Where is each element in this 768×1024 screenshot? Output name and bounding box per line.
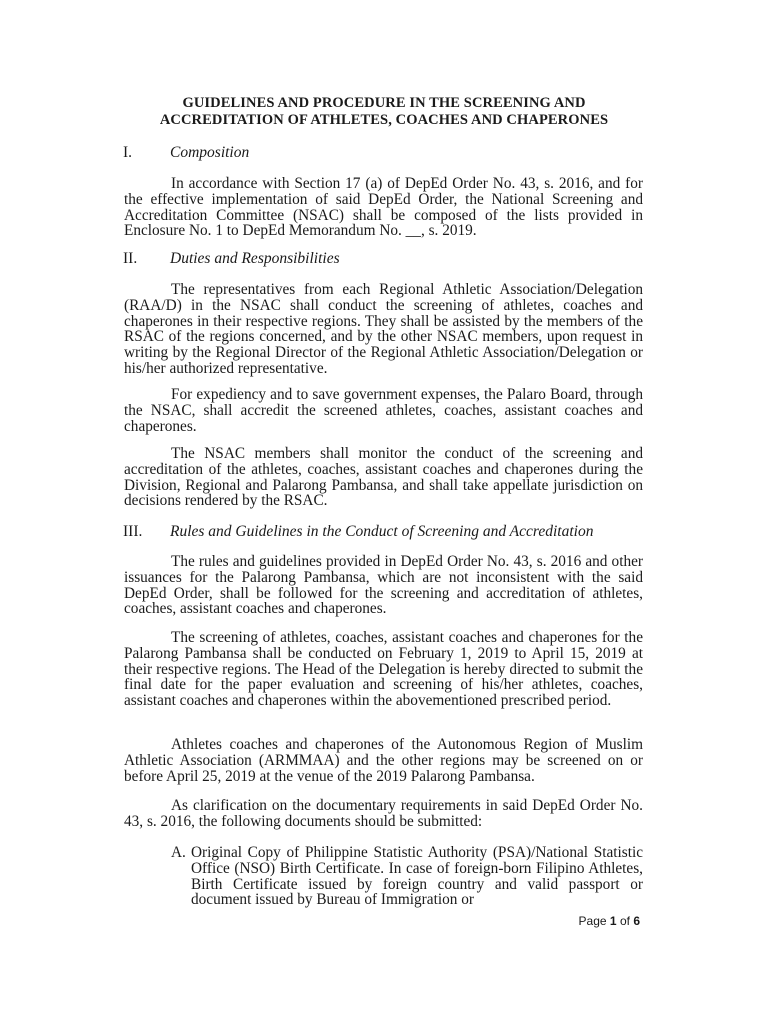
page-current: 1 <box>609 914 617 928</box>
list-item-marker: A. <box>171 844 186 861</box>
section-3-paragraph-4: As clarification on the documentary requirements in said DepEd Order No. 43, s. 2016, the following documents should be submitted: <box>124 797 643 830</box>
section-2-paragraph-3: The NSAC members shall monitor the conduct of the screening and accreditation of the athletes, coaches, assistant coaches and chaperones during the Division, Regional and Palarong Pambansa, and shall take appellate jurisdiction on decisions rendered by the RSAC. <box>124 445 643 510</box>
page-of: of <box>619 914 630 928</box>
section-3-paragraph-1: The rules and guidelines provided in DepEd Order No. 43, s. 2016 and other issuances for the Palarong Pambansa, which are not inconsistent with the said DepEd Order, shall be followed for the screening and accreditation of athletes, coaches, assistant coaches and chaperones. <box>124 553 643 618</box>
section-2-heading <box>123 250 643 268</box>
section-1-heading <box>123 144 643 162</box>
page-number <box>520 914 640 928</box>
section-3-number: III. <box>123 523 143 540</box>
section-3-title: Rules and Guidelines in the Conduct of Screening and Accreditation <box>170 523 594 540</box>
section-1-paragraph-1: In accordance with Section 17 (a) of DepEd Order No. 43, s. 2016, and for the effective implementation of said DepEd Order, the National Screening and Accreditation Committee (NSAC) shall be composed of the lists provided in Enclosure No. 1 to DepEd Memorandum No. __, s. 2019. <box>124 175 643 240</box>
page-total: 6 <box>633 914 640 928</box>
section-3-heading <box>123 523 643 541</box>
section-2-paragraph-1: The representatives from each Regional Athletic Association/Delegation (RAA/D) in the NSAC shall conduct the screening of athletes, coaches and chaperones in their respective regions. They shall be assisted by the members of the RSAC of the regions concerned, and by the other NSAC members, upon request in writing by the Regional Director of the Regional Athletic Association/Delegation or his/her authorized representative. <box>124 281 643 377</box>
title-line-1: GUIDELINES AND PROCEDURE IN THE SCREENING AND <box>182 95 586 111</box>
page-label: Page <box>578 914 607 928</box>
document-title <box>124 95 644 129</box>
list-item-text: Original Copy of Philippine Statistic Authority (PSA)/National Statistic Office (NSO) Birth Certificate. In case of foreign-born Filipino Athletes, Birth Certificate issued by foreign country and valid passport or document issued by Bureau of Immigration or <box>191 844 643 909</box>
section-1-title: Composition <box>170 144 250 161</box>
section-1-number: I. <box>123 144 133 161</box>
title-line-2: ACCREDITATION OF ATHLETES, COACHES AND CHAPERONES <box>159 112 609 128</box>
section-3-paragraph-2: The screening of athletes, coaches, assistant coaches and chaperones for the Palarong Pambansa shall be conducted on February 1, 2019 to April 15, 2019 at their respective regions. The Head of the Delegation is hereby directed to submit the final date for the paper evaluation and screening of his/her athletes, coaches, assistant coaches and chaperones within the abovementioned prescribed period. <box>124 629 643 710</box>
section-2-title: Duties and Responsibilities <box>170 250 340 267</box>
section-2-number: II. <box>123 250 138 267</box>
section-3-paragraph-3: Athletes coaches and chaperones of the Autonomous Region of Muslim Athletic Association (ARMMAA) and the other regions may be screened on or before April 25, 2019 at the venue of the 2019 Palarong Pambansa. <box>124 736 643 785</box>
section-2-paragraph-2: For expediency and to save government expenses, the Palaro Board, through the NSAC, shall accredit the screened athletes, coaches, assistant coaches and chaperones. <box>124 386 643 435</box>
requirement-list-item <box>171 845 643 908</box>
